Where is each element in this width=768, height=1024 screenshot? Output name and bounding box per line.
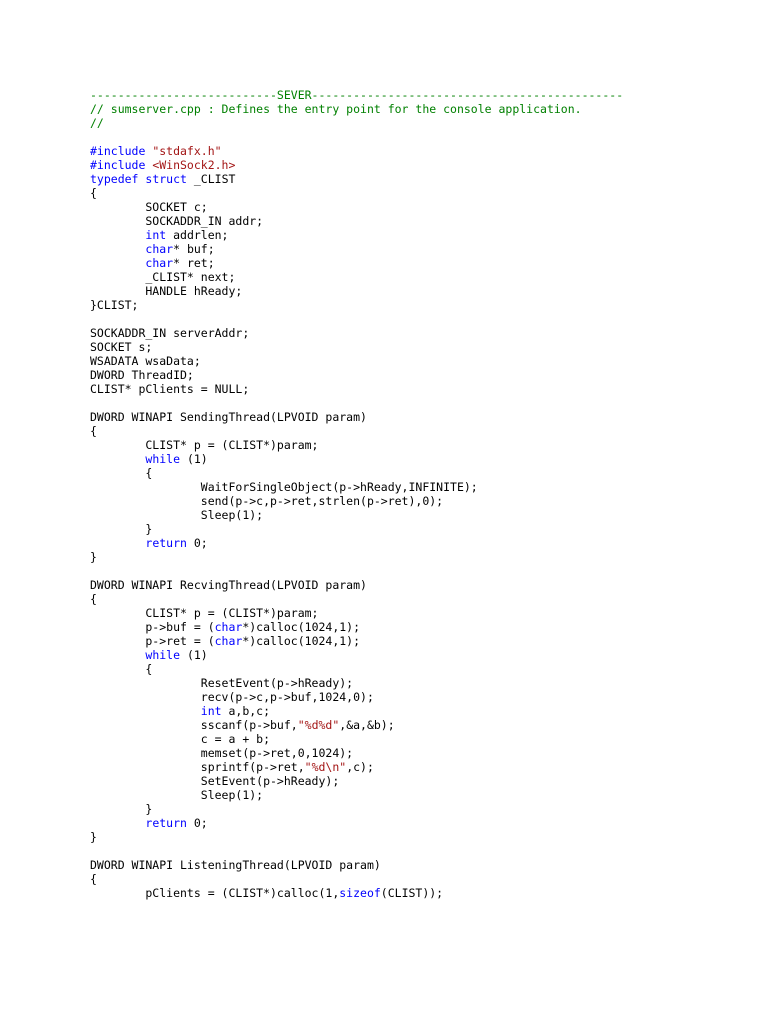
code-line bbox=[90, 690, 740, 704]
code-line bbox=[90, 844, 740, 858]
code-line bbox=[90, 424, 740, 438]
code-token: int bbox=[145, 228, 167, 242]
code-token: return bbox=[145, 536, 187, 550]
code-token: return bbox=[145, 816, 187, 830]
code-token: char bbox=[145, 256, 174, 270]
code-token bbox=[90, 242, 145, 256]
code-line bbox=[90, 480, 740, 494]
code-line bbox=[90, 662, 740, 676]
code-token: struct bbox=[145, 172, 187, 186]
code-token: ,c); bbox=[346, 760, 374, 774]
code-token bbox=[90, 816, 145, 830]
code-token: SOCKADDR_IN serverAddr; bbox=[90, 326, 250, 340]
code-line bbox=[90, 270, 740, 284]
code-token: "%d%d" bbox=[297, 718, 340, 732]
code-line bbox=[90, 564, 740, 578]
code-line bbox=[90, 438, 740, 452]
code-token: CLIST* p = (CLIST*)param; bbox=[90, 438, 319, 452]
code-token: sprintf(p->ret, bbox=[90, 760, 305, 774]
code-token bbox=[90, 704, 201, 718]
code-token: * buf; bbox=[173, 242, 215, 256]
code-line bbox=[90, 578, 740, 592]
code-token: CLIST* pClients = NULL; bbox=[90, 382, 250, 396]
code-line bbox=[90, 858, 740, 872]
code-token: char bbox=[214, 620, 243, 634]
code-token: "stdafx.h" bbox=[152, 144, 222, 158]
code-line bbox=[90, 774, 740, 788]
code-line bbox=[90, 718, 740, 732]
code-token: }CLIST; bbox=[90, 298, 139, 312]
code-token: while bbox=[145, 648, 181, 662]
code-line bbox=[90, 102, 740, 116]
code-token: WSADATA wsaData; bbox=[90, 354, 201, 368]
code-token: { bbox=[90, 186, 97, 200]
code-token: } bbox=[90, 550, 97, 564]
code-line bbox=[90, 172, 740, 186]
code-line bbox=[90, 634, 740, 648]
code-token: c = a + b; bbox=[90, 732, 271, 746]
code-line bbox=[90, 620, 740, 634]
code-token: memset(p->ret,0,1024); bbox=[90, 746, 354, 760]
code-line bbox=[90, 256, 740, 270]
code-token: } bbox=[90, 830, 97, 844]
code-token bbox=[90, 536, 145, 550]
code-token: SOCKADDR_IN addr; bbox=[90, 214, 264, 228]
code-token: { bbox=[90, 466, 153, 480]
code-token: 0; bbox=[186, 816, 208, 830]
code-line bbox=[90, 802, 740, 816]
code-token: typedef bbox=[90, 172, 139, 186]
code-token bbox=[90, 452, 145, 466]
code-token: DWORD WINAPI RecvingThread(LPVOID param) bbox=[90, 578, 367, 592]
code-line bbox=[90, 676, 740, 690]
code-line bbox=[90, 508, 740, 522]
code-line bbox=[90, 592, 740, 606]
code-line bbox=[90, 732, 740, 746]
code-token: } bbox=[90, 522, 153, 536]
code-token: #include bbox=[90, 158, 153, 172]
code-token: 0; bbox=[186, 536, 208, 550]
code-token bbox=[90, 228, 145, 242]
code-token: (CLIST)); bbox=[380, 886, 444, 900]
code-line bbox=[90, 326, 740, 340]
code-token: ResetEvent(p->hReady); bbox=[90, 676, 354, 690]
code-line bbox=[90, 130, 740, 144]
code-line bbox=[90, 452, 740, 466]
code-token: sizeof bbox=[339, 886, 381, 900]
code-line bbox=[90, 116, 740, 130]
code-line bbox=[90, 886, 740, 900]
code-token: { bbox=[90, 872, 97, 886]
code-line bbox=[90, 522, 740, 536]
code-token: *)calloc(1024,1); bbox=[242, 620, 361, 634]
code-line bbox=[90, 648, 740, 662]
code-token: HANDLE hReady; bbox=[90, 284, 243, 298]
code-token: *)calloc(1024,1); bbox=[242, 634, 361, 648]
code-line bbox=[90, 214, 740, 228]
code-line bbox=[90, 788, 740, 802]
code-line bbox=[90, 746, 740, 760]
code-line bbox=[90, 186, 740, 200]
code-token: CLIST* p = (CLIST*)param; bbox=[90, 606, 319, 620]
code-line bbox=[90, 298, 740, 312]
code-token: char bbox=[145, 242, 174, 256]
code-token: Sleep(1); bbox=[90, 788, 264, 802]
code-token: sscanf(p->buf, bbox=[90, 718, 298, 732]
code-token: while bbox=[145, 452, 181, 466]
code-token: send(p->c,p->ret,strlen(p->ret),0); bbox=[90, 494, 444, 508]
code-token: * ret; bbox=[173, 256, 215, 270]
code-token: char bbox=[214, 634, 243, 648]
code-token: p->ret = ( bbox=[90, 634, 215, 648]
code-token: SOCKET c; bbox=[90, 200, 208, 214]
code-line bbox=[90, 144, 740, 158]
code-line bbox=[90, 312, 740, 326]
code-line bbox=[90, 494, 740, 508]
code-token: p->buf = ( bbox=[90, 620, 215, 634]
code-token: (1) bbox=[180, 452, 208, 466]
code-token: <WinSock2.h> bbox=[152, 158, 236, 172]
code-token: a,b,c; bbox=[221, 704, 271, 718]
code-line bbox=[90, 228, 740, 242]
code-line bbox=[90, 536, 740, 550]
code-line bbox=[90, 704, 740, 718]
code-line bbox=[90, 830, 740, 844]
code-token: _CLIST* next; bbox=[90, 270, 236, 284]
code-block bbox=[90, 88, 740, 900]
code-token: WaitForSingleObject(p->hReady,INFINITE); bbox=[90, 480, 478, 494]
code-token: ---------------------------SEVER--------------------------------------------- bbox=[90, 88, 624, 102]
code-line bbox=[90, 354, 740, 368]
code-token: SOCKET s; bbox=[90, 340, 153, 354]
code-token: } bbox=[90, 802, 153, 816]
code-token bbox=[90, 256, 145, 270]
code-token: DWORD WINAPI ListeningThread(LPVOID param) bbox=[90, 858, 381, 872]
code-token: pClients = (CLIST*)calloc(1, bbox=[90, 886, 340, 900]
code-token: { bbox=[90, 662, 153, 676]
code-line bbox=[90, 550, 740, 564]
code-line bbox=[90, 760, 740, 774]
code-token: ,&a,&b); bbox=[339, 718, 395, 732]
code-token: "%d\n" bbox=[304, 760, 347, 774]
code-line bbox=[90, 340, 740, 354]
code-line bbox=[90, 466, 740, 480]
code-token: addrlen; bbox=[166, 228, 229, 242]
code-line bbox=[90, 242, 740, 256]
code-line bbox=[90, 200, 740, 214]
code-token: int bbox=[200, 704, 222, 718]
code-line bbox=[90, 368, 740, 382]
code-token: // bbox=[90, 116, 104, 130]
code-token: { bbox=[90, 424, 97, 438]
code-token: (1) bbox=[180, 648, 208, 662]
code-token: Sleep(1); bbox=[90, 508, 264, 522]
code-line bbox=[90, 158, 740, 172]
code-token: DWORD ThreadID; bbox=[90, 368, 194, 382]
code-token: { bbox=[90, 592, 97, 606]
code-line bbox=[90, 396, 740, 410]
code-line bbox=[90, 410, 740, 424]
code-token bbox=[90, 648, 145, 662]
code-token: // sumserver.cpp : Defines the entry point for the console application. bbox=[90, 102, 582, 116]
code-line bbox=[90, 382, 740, 396]
code-token: recv(p->c,p->buf,1024,0); bbox=[90, 690, 374, 704]
code-token: SetEvent(p->hReady); bbox=[90, 774, 340, 788]
code-token: #include bbox=[90, 144, 153, 158]
code-line bbox=[90, 284, 740, 298]
code-line bbox=[90, 816, 740, 830]
code-line bbox=[90, 88, 740, 102]
code-line bbox=[90, 606, 740, 620]
code-token: _CLIST bbox=[186, 172, 236, 186]
code-line bbox=[90, 872, 740, 886]
code-token: DWORD WINAPI SendingThread(LPVOID param) bbox=[90, 410, 367, 424]
